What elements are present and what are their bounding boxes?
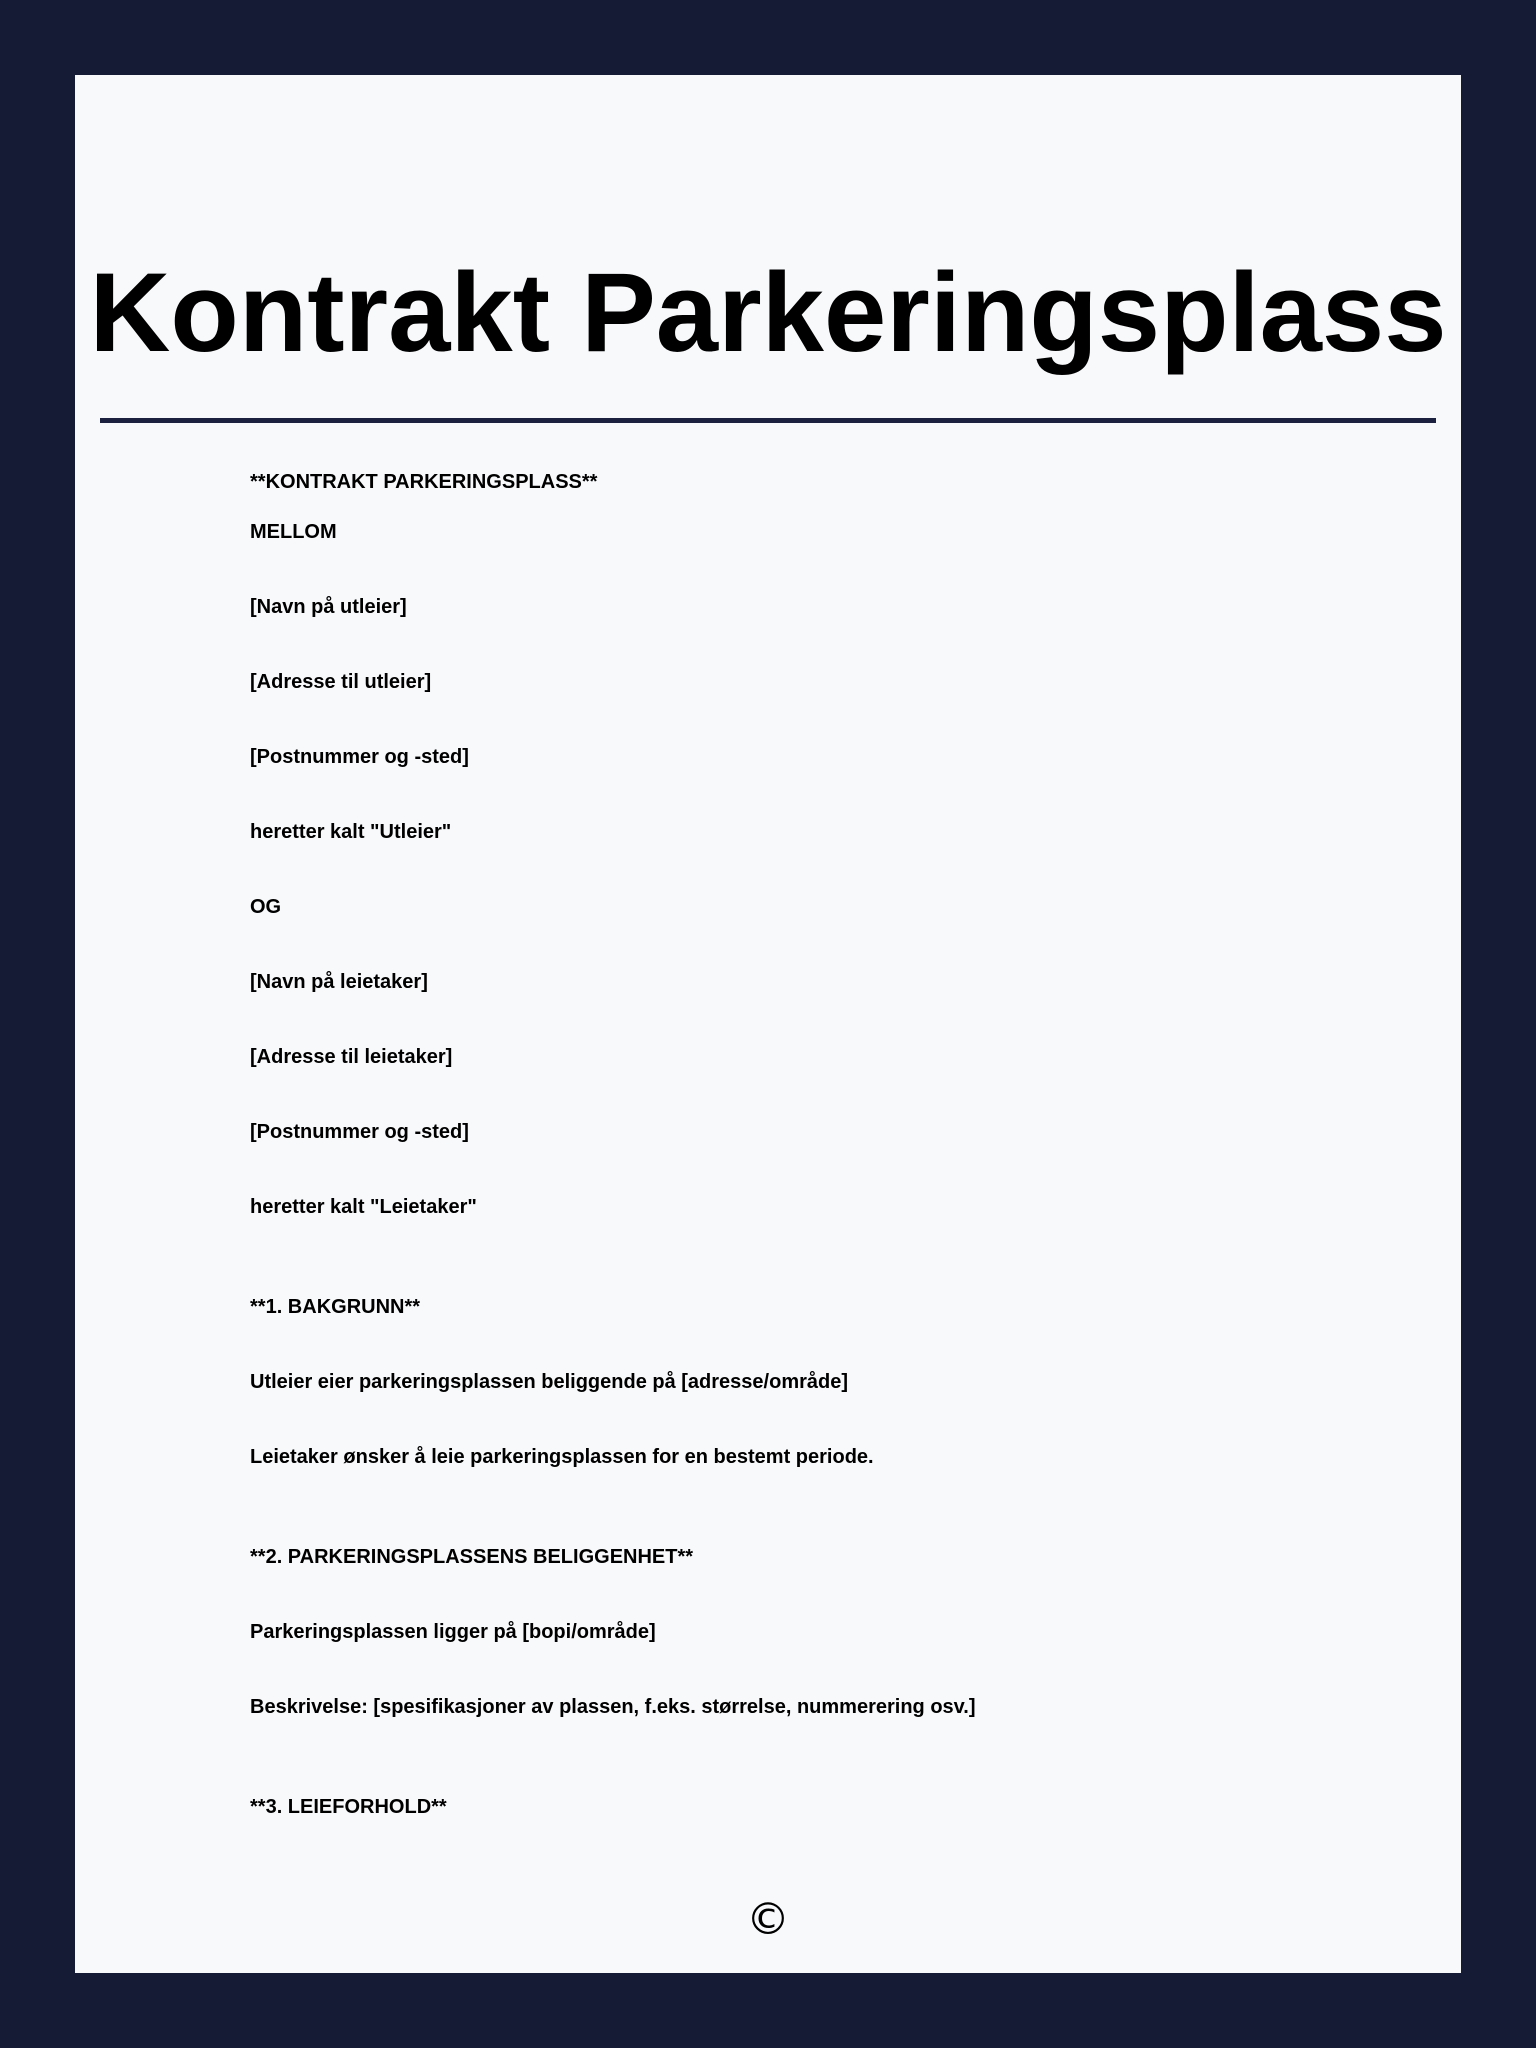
landlord-address: [Adresse til utleier] [250,671,432,693]
document-title: Kontrakt Parkeringsplass [89,250,1447,375]
landlord-postal: [Postnummer og -sted] [250,746,469,768]
tenant-address: [Adresse til leietaker] [250,1046,453,1068]
tenant-postal: [Postnummer og -sted] [250,1121,469,1143]
between-label: MELLOM [250,521,337,543]
copyright-icon: © [746,1894,790,1945]
and-label: OG [250,896,282,918]
background-paragraph-1: Utleier eier parkeringsplassen beliggende på [adresse/område] [250,1371,849,1393]
section-heading-background: **1. BAKGRUNN** [250,1296,421,1318]
landlord-alias: heretter kalt "Utleier" [250,821,452,843]
tenant-alias: heretter kalt "Leietaker" [250,1196,477,1218]
background-paragraph-2: Leietaker ønsker å leie parkeringsplassen for en bestemt periode. [250,1446,874,1468]
title-divider [100,418,1436,423]
section-heading-lease: **3. LEIEFORHOLD** [250,1796,447,1818]
location-paragraph-1: Parkeringsplassen ligger på [bopi/område] [250,1621,656,1643]
document-page [75,75,1461,1973]
landlord-name: [Navn på utleier] [250,596,407,618]
contract-heading: **KONTRAKT PARKERINGSPLASS** [250,471,598,493]
location-paragraph-2: Beskrivelse: [spesifikasjoner av plassen, f.eks. størrelse, nummerering osv.] [250,1696,976,1718]
tenant-name: [Navn på leietaker] [250,971,428,993]
section-heading-location: **2. PARKERINGSPLASSENS BELIGGENHET** [250,1546,694,1568]
